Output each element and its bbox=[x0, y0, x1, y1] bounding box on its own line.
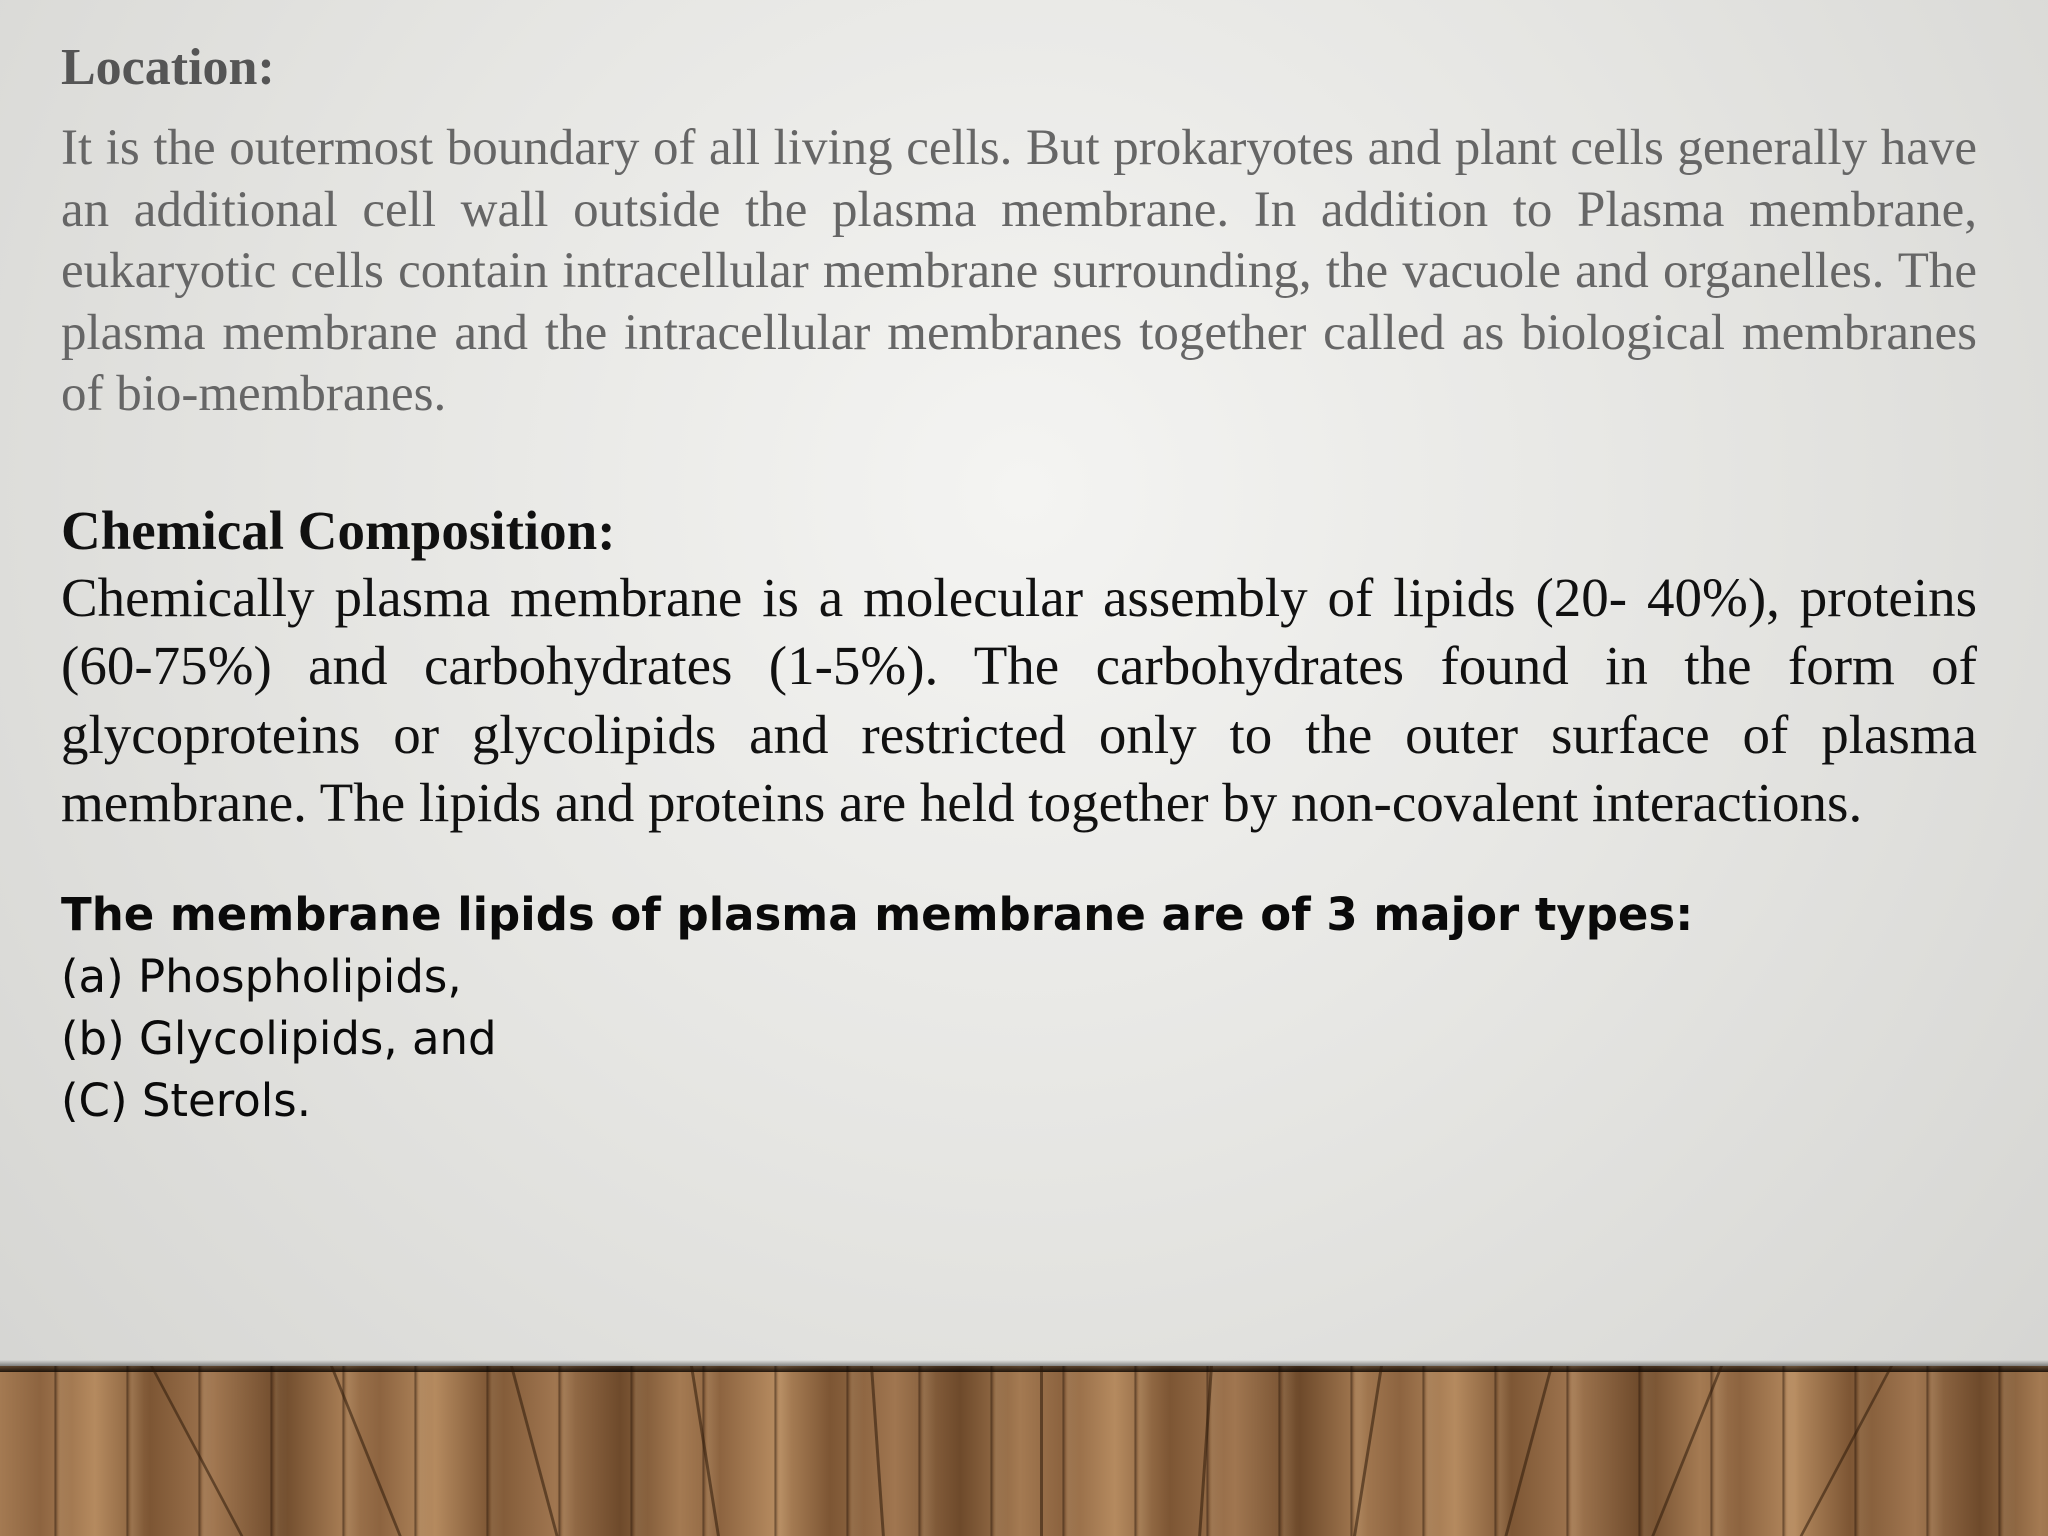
slide-content bbox=[61, 38, 1977, 1132]
membrane-lipids-list bbox=[61, 946, 1977, 1132]
lipid-item-glycolipids: (b) Glycolipids, and bbox=[61, 1011, 497, 1065]
chemical-composition-paragraph: Chemically plasma membrane is a molecular assembly of lipids (20- 40%), proteins (60-75%) and carbohydrates (1-5%). The carbohydrates found in the form of glycoproteins or glycolipids and restricted only to the outer surface of plasma membrane. The lipids and proteins are held together by non-covalent interactions. bbox=[61, 566, 1977, 833]
wooden-floor-decoration bbox=[0, 1366, 2048, 1536]
location-heading: Location: bbox=[61, 39, 275, 96]
lipid-item-phospholipids: (a) Phospholipids, bbox=[61, 949, 462, 1003]
chemical-composition-heading: Chemical Composition: bbox=[61, 499, 616, 561]
lipid-item-sterols: (C) Sterols. bbox=[61, 1073, 312, 1127]
location-paragraph: It is the outermost boundary of all living cells. But prokaryotes and plant cells generally have an additional cell wall outside the plasma membrane. In addition to Plasma membrane, eukaryotic cells contain intracellular membrane surrounding, the vacuole and organelles. The plasma membrane and the intracellular membranes together called as biological membranes of bio-membranes. bbox=[61, 120, 1977, 422]
floor-edge-shadow bbox=[0, 1360, 2048, 1372]
membrane-lipids-heading: The membrane lipids of plasma membrane are of 3 major types: bbox=[61, 887, 1694, 941]
plank-seam bbox=[1040, 1366, 1043, 1536]
